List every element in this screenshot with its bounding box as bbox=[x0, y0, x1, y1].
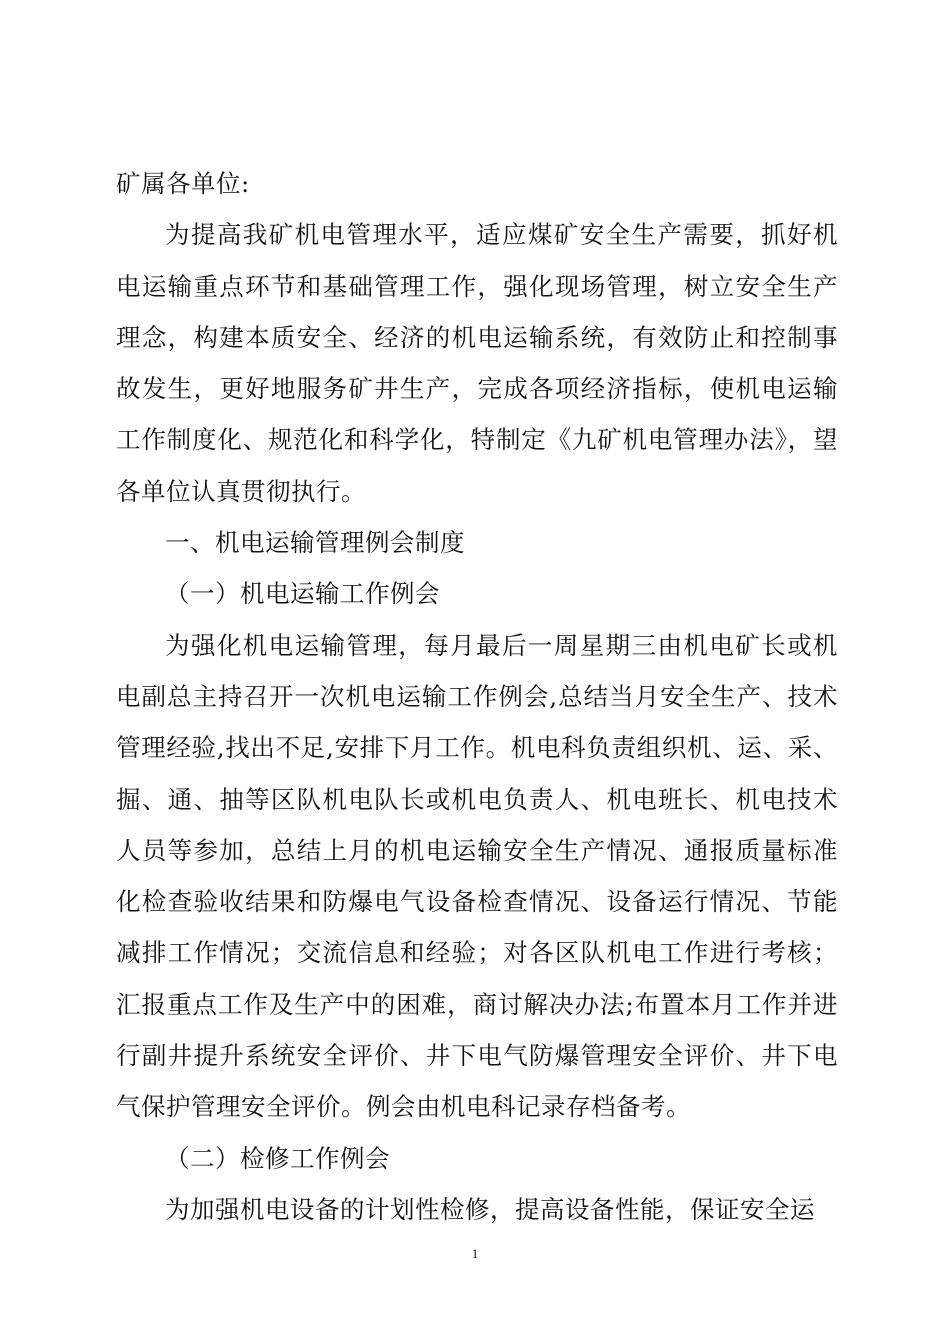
subsection-1-paragraph: 为强化机电运输管理，每月最后一周星期三由机电矿长或机电副总主持召开一次机电运输工作例会,总结当月安全生产、技术管理经验,找出不足,安排下月工作。机电科负责组织机、运、采、掘、通、抽等区队机电队长或机电负责人、机电班长、机电技术人员等参加，总结上月的机电运输安全生产情况、通报质量标准化检查验收结果和防爆电气设备检查情况、设备运行情况、节能减排工作情况；交流信息和经验；对各区队机电工作进行考核；汇报重点工作及生产中的困难，商讨解决办法;布置本月工作并进行副井提升系统安全评价、井下电气防爆管理安全评价、井下电气保护管理安全评价。例会由机电科记录存档备考。 bbox=[116, 630, 838, 1122]
document-body bbox=[116, 158, 838, 1235]
subsection-2-paragraph: 为加强机电设备的计划性检修，提高设备性能，保证安全运 bbox=[165, 1194, 815, 1224]
section-heading-1: 一、机电运输管理例会制度 bbox=[165, 528, 465, 558]
salutation: 矿属各单位: bbox=[116, 169, 250, 198]
subsection-heading-1: （一）机电运输工作例会 bbox=[165, 579, 440, 609]
intro-paragraph: 为提高我矿机电管理水平，适应煤矿安全生产需要，抓好机电运输重点环节和基础管理工作，强化现场管理，树立安全生产理念，构建本质安全、经济的机电运输系统，有效防止和控制事故发生，更好地服务矿井生产，完成各项经济指标，使机电运输工作制度化、规范化和科学化，特制定《九矿机电管理办法》，望各单位认真贯彻执行。 bbox=[116, 220, 838, 506]
page-number: 1 bbox=[471, 1246, 479, 1261]
subsection-heading-2: （二）检修工作例会 bbox=[165, 1143, 390, 1173]
